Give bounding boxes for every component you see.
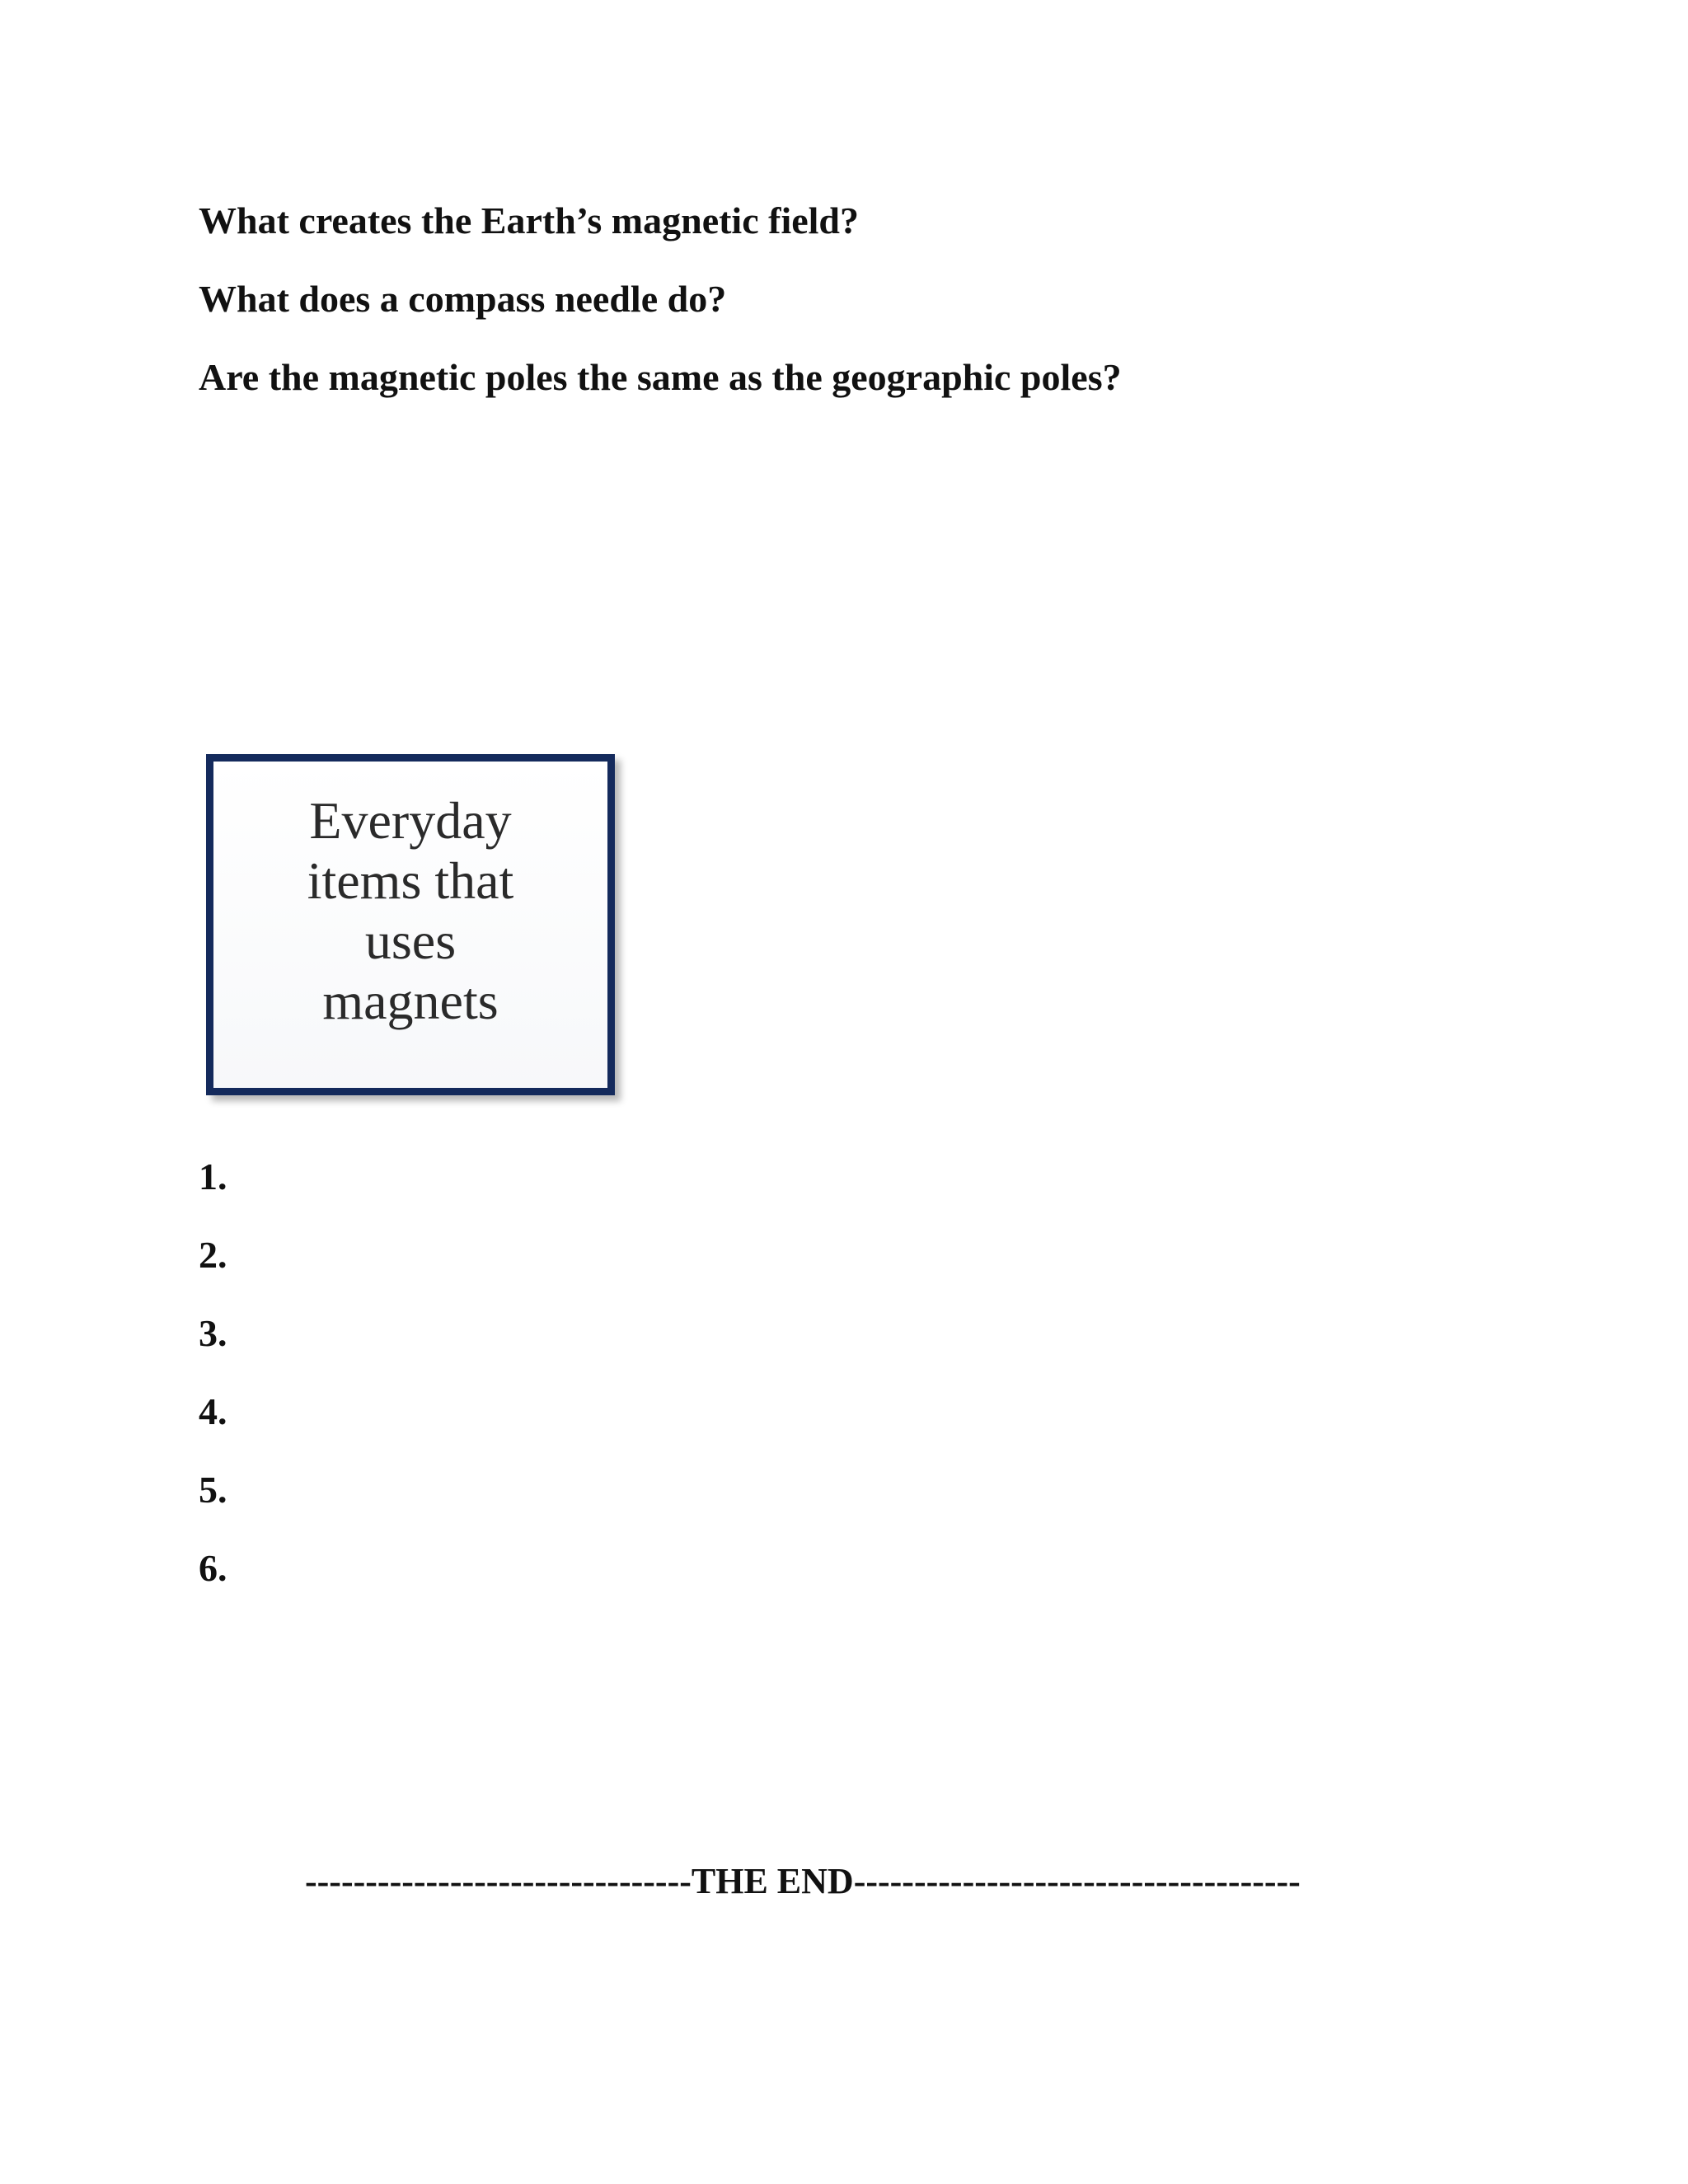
list-item: 1. bbox=[199, 1155, 227, 1197]
question-2: What does a compass needle do? bbox=[199, 278, 727, 320]
list-item: 6. bbox=[199, 1547, 227, 1589]
everyday-items-label-box bbox=[206, 754, 615, 1095]
the-end-footer: --------------------------------THE END------------------------------------- bbox=[305, 1861, 1301, 1901]
list-item: 2. bbox=[199, 1234, 227, 1276]
list-item: 4. bbox=[199, 1390, 227, 1432]
everyday-items-label-text: Everyday items that uses magnets bbox=[307, 791, 514, 1030]
answer-list bbox=[199, 1154, 227, 1624]
list-item: 5. bbox=[199, 1469, 227, 1511]
question-1: What creates the Earth’s magnetic field? bbox=[199, 199, 860, 241]
question-3: Are the magnetic poles the same as the geographic poles? bbox=[199, 356, 1122, 398]
list-item: 3. bbox=[199, 1312, 227, 1354]
